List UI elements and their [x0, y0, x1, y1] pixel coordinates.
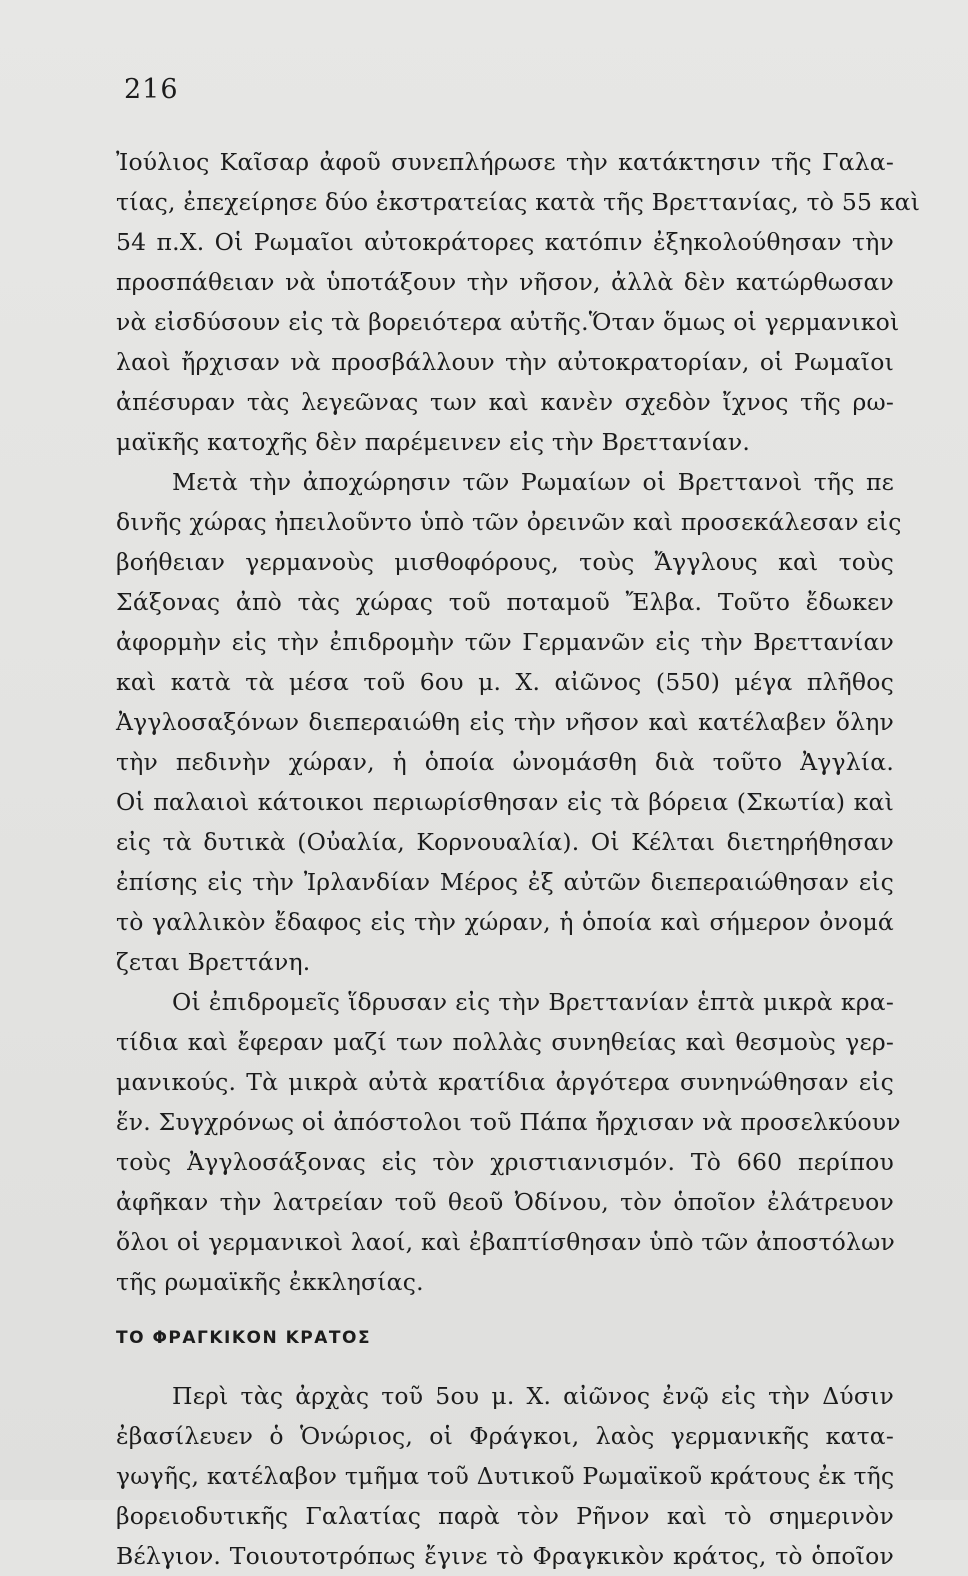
text-line: τοὺς Ἀγγλοσάξονας εἰς τὸν χριστιανισμόν. Τὸ 660 περίπου: [116, 1148, 894, 1176]
text-line: νὰ εἰσδύσουν εἰς τὰ βορειότερα αὐτῆς.Ὅταν ὅμως οἱ γερμανικοὶ: [116, 308, 900, 336]
text-line: ἀφῆκαν τὴν λατρείαν τοῦ θεοῦ Ὀδίνου, τὸν ὁποῖον ἐλάτρευον: [116, 1188, 894, 1216]
text-line: προσπάθειαν νὰ ὑποτάξουν τὴν νῆσον, ἀλλὰ δὲν κατώρθωσαν: [116, 268, 894, 296]
text-line: Οἱ παλαιοὶ κάτοικοι περιωρίσθησαν εἰς τὰ βόρεια (Σκωτία) καὶ: [116, 788, 894, 816]
text-line: λαοὶ ἤρχισαν νὰ προσβάλλουν τὴν αὐτοκρατορίαν, οἱ Ρωμαῖοι: [116, 348, 894, 376]
text-line: γωγῆς, κατέλαβον τμῆμα τοῦ Δυτικοῦ Ρωμαϊκοῦ κράτους ἐκ τῆς: [116, 1462, 895, 1490]
text-line: Περὶ τὰς ἀρχὰς τοῦ 5ου μ. Χ. αἰῶνος ἐνῷ εἰς τὴν Δύσιν: [172, 1382, 894, 1410]
text-line: τίας, ἐπεχείρησε δύο ἐκστρατείας κατὰ τῆς Βρεττανίας, τὸ 55 καὶ: [116, 188, 921, 216]
text-line: Οἱ ἐπιδρομεῖς ἵδρυσαν εἰς τὴν Βρεττανίαν ἑπτὰ μικρὰ κρα-: [172, 988, 894, 1016]
text-line: ζεται Βρεττάνη.: [116, 948, 311, 976]
paragraph-anglo-saxons: [116, 462, 902, 982]
text-line: Ἀγγλοσαξόνων διεπεραιώθη εἰς τὴν νῆσον καὶ κατέλαβεν ὅλην: [116, 708, 894, 736]
page-number: 216: [124, 74, 179, 105]
text-line: ἐβασίλευεν ὁ Ὁνώριος, οἱ Φράγκοι, λαὸς γερμανικῆς κατα-: [116, 1422, 894, 1450]
text-line: ἐπίσης εἰς τὴν Ἰρλανδίαν Μέρος ἐξ αὐτῶν διεπεραιώθησαν εἰς: [116, 868, 894, 896]
text-line: βοήθειαν γερμανοὺς μισθοφόρους, τοὺς Ἄγγλους καὶ τοὺς: [116, 548, 894, 576]
paragraph-franks: [116, 1376, 894, 1576]
text-line: Σάξονας ἀπὸ τὰς χώρας τοῦ ποταμοῦ Ἔλβα. Τοῦτο ἔδωκεν: [116, 588, 894, 616]
text-line: ὅλοι οἱ γερμανικοὶ λαοί, καὶ ἐβαπτίσθησαν ὑπὸ τῶν ἀποστόλων: [116, 1228, 895, 1256]
paragraph-caesar: [116, 142, 921, 462]
text-line: ἀπέσυραν τὰς λεγεῶνας των καὶ κανὲν σχεδὸν ἴχνος τῆς ρω-: [116, 388, 894, 416]
text-line: Μετὰ τὴν ἀποχώρησιν τῶν Ρωμαίων οἱ Βρεττανοὶ τῆς πε: [172, 468, 894, 496]
text-line: τίδια καὶ ἔφεραν μαζί των πολλὰς συνηθείας καὶ θεσμοὺς γερ-: [116, 1028, 894, 1056]
text-line: εἰς τὰ δυτικὰ (Οὐαλία, Κορνουαλία). Οἱ Κέλται διετηρήθησαν: [116, 828, 894, 856]
text-line: Ἰούλιος Καῖσαρ ἀφοῦ συνεπλήρωσε τὴν κατάκτησιν τῆς Γαλα-: [116, 148, 894, 176]
text-line: δινῆς χώρας ἠπειλοῦντο ὑπὸ τῶν ὀρεινῶν καὶ προσεκάλεσαν εἰς: [116, 508, 902, 536]
paragraph-invaders: [116, 982, 901, 1302]
text-line: τὸ γαλλικὸν ἔδαφος εἰς τὴν χώραν, ἡ ὁποία καὶ σήμερον ὀνομά: [116, 908, 894, 936]
text-line: ἀφορμὴν εἰς τὴν ἐπιδρομὴν τῶν Γερμανῶν εἰς τὴν Βρεττανίαν: [116, 628, 894, 656]
text-line: βορειοδυτικῆς Γαλατίας παρὰ τὸν Ρῆνον καὶ τὸ σημερινὸν: [116, 1502, 894, 1530]
text-line: καὶ κατὰ τὰ μέσα τοῦ 6ου μ. Χ. αἰῶνος (550) μέγα πλῆθος: [116, 668, 894, 696]
section-heading: ΤΟ ΦΡΑΓΚΙΚΟΝ ΚΡΑΤΟΣ: [116, 1328, 372, 1348]
body-text: [116, 142, 921, 1576]
text-line: 54 π.Χ. Οἱ Ρωμαῖοι αὐτοκράτορες κατόπιν ἐξηκολούθησαν τὴν: [116, 228, 894, 256]
text-line: τὴν πεδινὴν χώραν, ἡ ὁποία ὠνομάσθη διὰ τοῦτο Ἀγγλία.: [116, 748, 894, 776]
text-line: μανικούς. Τὰ μικρὰ αὐτὰ κρατίδια ἀργότερα συνηνώθησαν εἰς: [116, 1068, 894, 1096]
text-line: τῆς ρωμαϊκῆς ἐκκλησίας.: [116, 1268, 424, 1296]
text-line: ἕν. Συγχρόνως οἱ ἀπόστολοι τοῦ Πάπα ἤρχισαν νὰ προσελκύουν: [116, 1108, 901, 1136]
text-line: Βέλγιον. Τοιουτοτρόπως ἔγινε τὸ Φραγκικὸν κράτος, τὸ ὁποῖον: [116, 1542, 894, 1570]
text-line: μαϊκῆς κατοχῆς δὲν παρέμεινεν εἰς τὴν Βρεττανίαν.: [116, 428, 751, 456]
